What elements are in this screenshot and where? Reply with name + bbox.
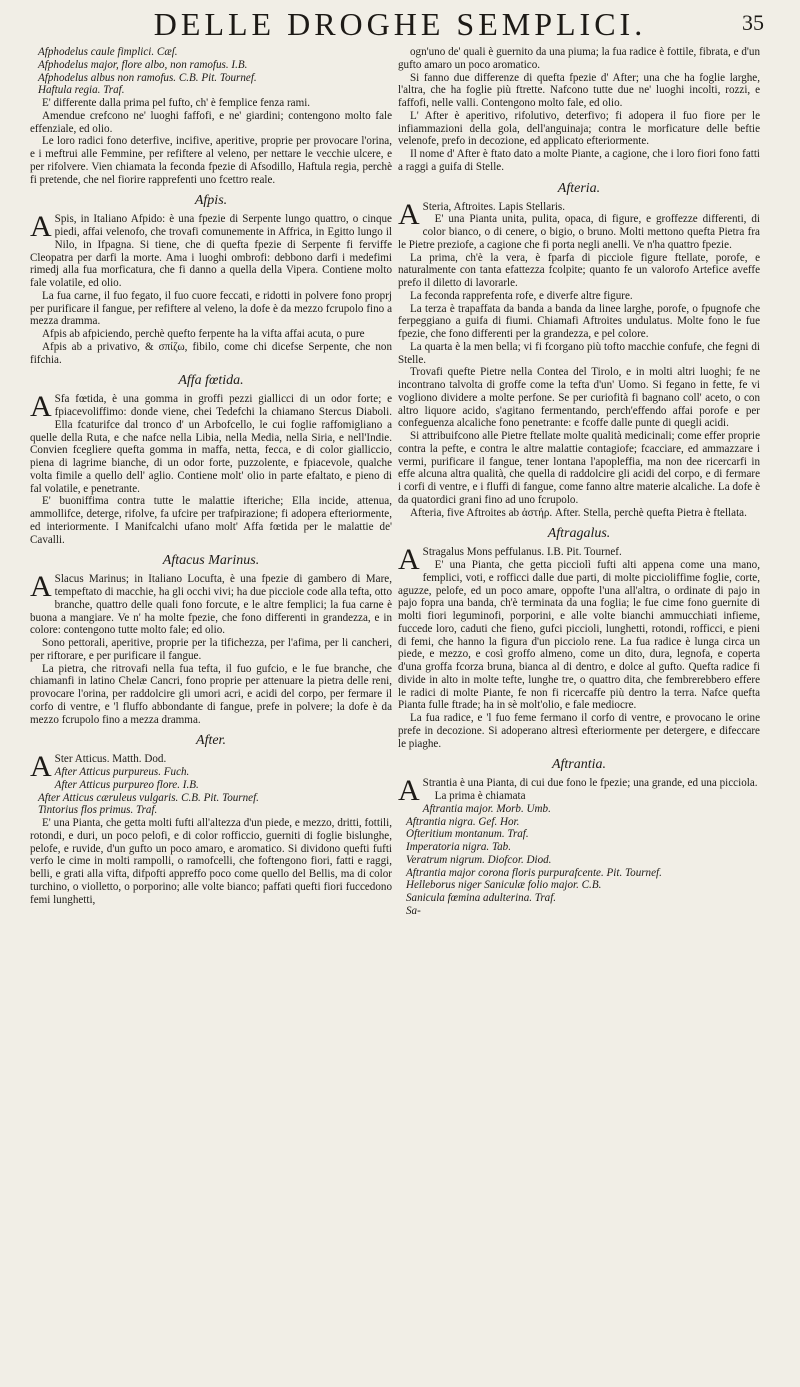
page-title: DELLE DROGHE SEMPLICI. — [153, 6, 647, 42]
synonym-line: Aftrantia major corona floris purpurafcente. Pit. Tournef. — [406, 866, 662, 879]
entry-heading: Afteria. — [557, 180, 601, 196]
synonym-line: Afphodelus major, flore albo, non ramofus. I.B. — [38, 58, 248, 71]
paragraph: Amendue crefcono ne' luoghi faffofi, e ne' giardini; contengono molto fale effenziale, ed olio. — [30, 109, 392, 135]
left-column — [30, 46, 392, 906]
entry-opening-paragraph: ASteria, Aftroites. Lapis Stellaris. — [398, 197, 566, 231]
entry-opening-paragraph: ASlacus Marinus; in Italiano Locufta, è una fpezie di gambero di Mare, tempeftato di macchie, ha gli occhi vivi; ha due picciole code alla tefta, otto branche, quattro delle quali fono forcute, e le altre femplici; la fua carne è buona a mangiare. Ve n' ha molte fpezie, che fono differenti in grandezza, e in colore: contengono tutte molto fale; ed olio. — [30, 570, 392, 637]
paragraph: Trovafi quefte Pietre nella Contea del Tirolo, e in molti altri luoghi; fe ne incontrano talvolta di groffe come la tefta d'un' Uomo. Si fegano in fette, fe vi vogliono dividere a molte perfone. Se per curiofità fi bagnano coll' aceto, o con altro liquore acido, s'agitano fermentando, perch'effendo affai porofe e per confeguenza alcaliche fono penetrante: e fcoffe dalle punte di quegli acidi. — [398, 366, 760, 430]
synonym-line: After Atticus purpureus. Fuch. — [54, 766, 190, 778]
paragraph: Il nome d' After è ftato dato a molte Piante, a cagione, che i loro fiori fono fatti a raggi a guifa di Stelle. — [398, 148, 760, 173]
entry-heading: Aftragalus. — [547, 526, 611, 542]
entry-heading: After. — [196, 733, 226, 749]
paragraph: La prima è chiamata — [434, 790, 526, 802]
paragraph: ogn'uno de' quali è guernito da una piuma; la fua radice è fottile, fibrata, e d'un gufto amaro un poco aromatico. — [398, 46, 760, 71]
synonym-line: Aftrantia major. Morb. Umb. — [422, 802, 551, 815]
entry-opening-paragraph: ASpis, in Italiano Afpido: è una fpezie di Serpente lungo quattro, o cinque piedi, affai velenofo, che trovafi comunemente in Affrica, in Egitto lungo il Nilo, in Ifpagna. Si tiene, che di quefta fpezie di Serpente fi ferviffe Cleopatra per darfi la morte. Ama i luoghi ombrofi: debbono darfi i medefimi rimedj alla fua morficatura, che fi danno a quella della Vipera. Contiene molto fale volatile, ed olio. — [30, 210, 392, 289]
entry-heading: Aftacus Marinus. — [162, 553, 260, 569]
synonym-line: Imperatoria nigra. Tab. — [406, 841, 511, 853]
entry-heading: Aftrantia. — [551, 757, 607, 773]
synonym-line: Tintorius flos primus. Traf. — [38, 804, 158, 817]
paragraph: La terza è trapaffata da banda a banda da linee larghe, porofe, o fpugnofe che ferpeggiano a guifa di fiumi. Chiamafi Aftroites undulatus. Molte fono le fue fpezie, che fono differenti per la grandezza, e pel colore. — [398, 302, 760, 340]
paragraph: Si fanno due differenze di quefta fpezie d' After; una che ha foglie larghe, l'altra, che ha foglie più ftrette. Nafcono tutte due ne' luoghi incolti, rozzi, e faffofi, nelle valli. Contengono molto fale, ed olio. — [398, 71, 760, 109]
page-number: 35 — [742, 10, 764, 35]
paragraph: Le loro radici fono deterfive, incifive, aperitive, proprie per provocare l'orina, e i meftrui alle Femmine, per refiftere al veleno, per nettare le vecchie ulcere, e per rifolvere. Vien chiamata la feconda fpezie di Afsodillo, Haftula regia, perchè fi pretende, che nel fiorire rapprefenti uno fcettro reale. — [30, 135, 392, 186]
paragraph: La feconda rapprefenta rofe, e diverfe altre figure. — [410, 289, 633, 302]
running-head — [0, 4, 800, 50]
synonym-line: After Atticus cæruleus vulgaris. C.B. Pit. Tournef. — [38, 791, 259, 804]
paragraph: La fua radice, e 'l fuo feme fermano il corfo di ventre, e provocano le orine prefe in decozione. Si adoperano altresì efteriormente per detergere, e difeccare le piaghe. — [398, 712, 760, 750]
synonym-line: After Atticus purpureo flore. I.B. — [54, 778, 199, 791]
entry-heading: Afpis. — [194, 193, 228, 209]
paragraph: La quarta è la men bella; vi fi fcorgano più tofto macchie confufe, che fegni di Stelle. — [398, 340, 760, 366]
synonym-line: Ofteritium montanum. Traf. — [406, 828, 529, 841]
paragraph: La prima, ch'è la vera, è fparfa di picciole figure ftellate, porofe, e naturalmente con tanta efattezza fcolpite; quanto fe un valorofo Artefice aveffe prefo il diletto di lavorarle. — [398, 251, 760, 289]
entry-opening-paragraph: ASter Atticus. Matth. Dod. — [30, 750, 167, 784]
paragraph: La pietra, che ritrovafi nella fua tefta, il fuo gufcio, e le fue branche, che chiamanfi in latino Chelæ Cancri, fono proprie per attenuare la pietra delle reni, provocare l'orina, per raddolcire gli umori acri, e acidi del corpo, per fermare il corfo di ventre, e 'l fluffo abbondante di fangue, prefe in polvere; la dofe è da mezzo fcrupolo fino a mezza dramma. — [30, 662, 392, 726]
paragraph: E' una Pianta, che getta picciolì fufti alti appena come una mano, femplici, voti, e rofficci dalle due parti, di molte piccioliffime foglie, corte, aguzze, pelofe, ed un poco amare, oppofte l'una all'altra, o ordinate di pajo in pajo fopra una banda, ch'è terminata da una foglia; le fue cime fono guernite di molti fiori leguminofi, porporini, e alle volte bianchi ammucchiati infieme, fuccede loro, caduti che fieno, gufci piccioli, lunghetti, rotondi, rofficci, e pieni di femi, che hanno la figura d'un picciolo rene. La fua radice è lunga circa un piede, e mezzo, e così groffo almeno, come un dito, dura, legnofa, e coperta d'una groffa fcorza bruna, bianca al di dentro, e dolce al gufto. Quefta radice fi divide in alto in molte tefte, lunghe tre, o quattro dita, che fembrerebbero effere le radici di molte Piante, fe non fi ricercaffe più dentro la terra. Nafce quefta Pianta fulle ftrade; ha in sè molt'olio, e fale mediocre. — [398, 559, 760, 712]
synonym-line: Sa- — [406, 904, 421, 917]
entry-opening-paragraph: AStragalus Mons peffulanus. I.B. Pit. Tournef. — [398, 543, 622, 577]
synonym-line: Afphodelus albus non ramofus. C.B. Pit. Tournef. — [38, 71, 257, 84]
paragraph: E' buoniffima contra tutte le malattie ifteriche; Ella incide, attenua, ammollifce, deterge, rifolve, fa ufcire per trafpirazione; fi adopera efteriormente, ed interiormente. I Manifcalchi ufano molt' Affa fœtida per le malattie de' Cavalli. — [30, 495, 392, 546]
paragraph: Sono pettorali, aperitive, proprie per la tifichezza, per l'afima, per li cancheri, per riftorare, e per purificare il fangue. — [30, 637, 392, 662]
entry-heading: Affa fœtida. — [178, 373, 244, 389]
paragraph: Afpis ab afpiciendo, perchè quefto ferpente ha la vifta affai acuta, o pure — [42, 328, 365, 340]
synonym-line: Veratrum nigrum. Diofcor. Diod. — [406, 853, 552, 866]
entry-opening-paragraph: ASfa fœtida, è una gomma in groffi pezzi giallicci di un odor forte; e fpiacevoliffimo: donde viene, chei Tedefchi la chiamano Stercus Diaboli. Ella fcaturifce dal tronco d' un Arbofcello, le cui foglie raffomigliano a quelle della Ruta, e che nafce nella Libia, nella Media, nella Siria, e nell'Indie. Convien fcegliere quefta gomma in maffa, netta, fecca, e di color gialliccio, piena di lagrime bianche, di un odor forte, puzzolente, e fpiacevole, qualche volta fimile a quello dell' aglio. Contiene molt' olio in parte efaltato, e pieno di fal volatile, e penetrante. — [30, 390, 392, 495]
paragraph: E' una Pianta unita, pulita, opaca, di figure, e groffezze differenti, di color bianco, o di cenere, o bigio, o bruno. Molti mettono quefta Pietra fra le Pietre preziofe, a cagione che fi porta negli anelli. Ve n'ha quattro fpezie. — [398, 213, 760, 251]
synonym-line: Sanicula fœmina adulterina. Traf. — [406, 892, 557, 904]
synonym-line: Aftrantia nigra. Gef. Hor. — [406, 815, 520, 828]
paragraph: Afteria, five Aftroites ab ἀστήρ. After. Stella, perchè quefta Pietra è ftellata. — [410, 506, 747, 519]
paragraph: E' una Pianta, che getta molti fufti all'altezza d'un piede, e mezzo, dritti, fottili, rotondi, e duri, un poco pelofi, e di color rofficcio, guerniti di foglie bislunghe, pelofe, e ruvide, d'un gufto un poco amaro, e aromatico. Si dividono quefti fufti verfo le cime in molti rampolli, o ramofcelli, che foftengono fiori, fatti e raggi, belli, e grati alla vifta, difpofti appreffo poco come quello del Bellis, ma di color turchino, o violletto, o porporino; alle volte bianco; paffati quefti fiori fuccedono femi lunghetti, — [30, 817, 392, 906]
synonym-line: Haftula regia. Traf. — [38, 84, 125, 97]
paragraph: L' After è aperitivo, rifolutivo, deterfivo; fi adopera il fuo fiore per le infiammazioni della gola, dell'anguinaja; contra le morficature delle beftie velenofe, prefo in decozione, ed applicato efteriormente. — [398, 109, 760, 148]
paragraph: Si attribuifcono alle Pietre ftellate molte qualità medicinali; come effer proprie contra la pefte, e contra le altre malattie contagiofe; fcacciare, ed ammazzare i vermi, purificare il fangue, tener lontana l'apopleffia, ma non dee ricercarfi in effe alcuna altra qualità, che quella di raddolcire gli acidi del corpo, e di fermare i corfi di ventre, e i fluffi di fangue, come fanno altre materie alcaliche. La dofe è da quatordici grani fino ad uno fcrupolo. — [398, 430, 760, 506]
paragraph: E' differente dalla prima pel fufto, ch' è femplice fenza rami. — [42, 97, 311, 109]
entry-opening-paragraph: AStrantia è una Pianta, di cui due fono le fpezie; una grande, ed una picciola. — [398, 774, 758, 808]
paragraph: Afpis ab a privativo, & σπίζω, fibilo, come chi dicefse Serpente, che non fifchia. — [30, 340, 392, 366]
paragraph: La fua carne, il fuo fegato, il fuo cuore feccati, e ridotti in polvere fono proprj per purificare il fangue, per refiftere al veleno, la dofe è da mezzo fcrupolo fino a mezza dramma. — [30, 289, 392, 328]
right-column — [398, 46, 760, 918]
synonym-line: Afphodelus caule fimplici. Cæſ. — [38, 46, 178, 58]
synonym-line: Helleborus niger Saniculæ folio major. C.B. — [406, 879, 602, 892]
